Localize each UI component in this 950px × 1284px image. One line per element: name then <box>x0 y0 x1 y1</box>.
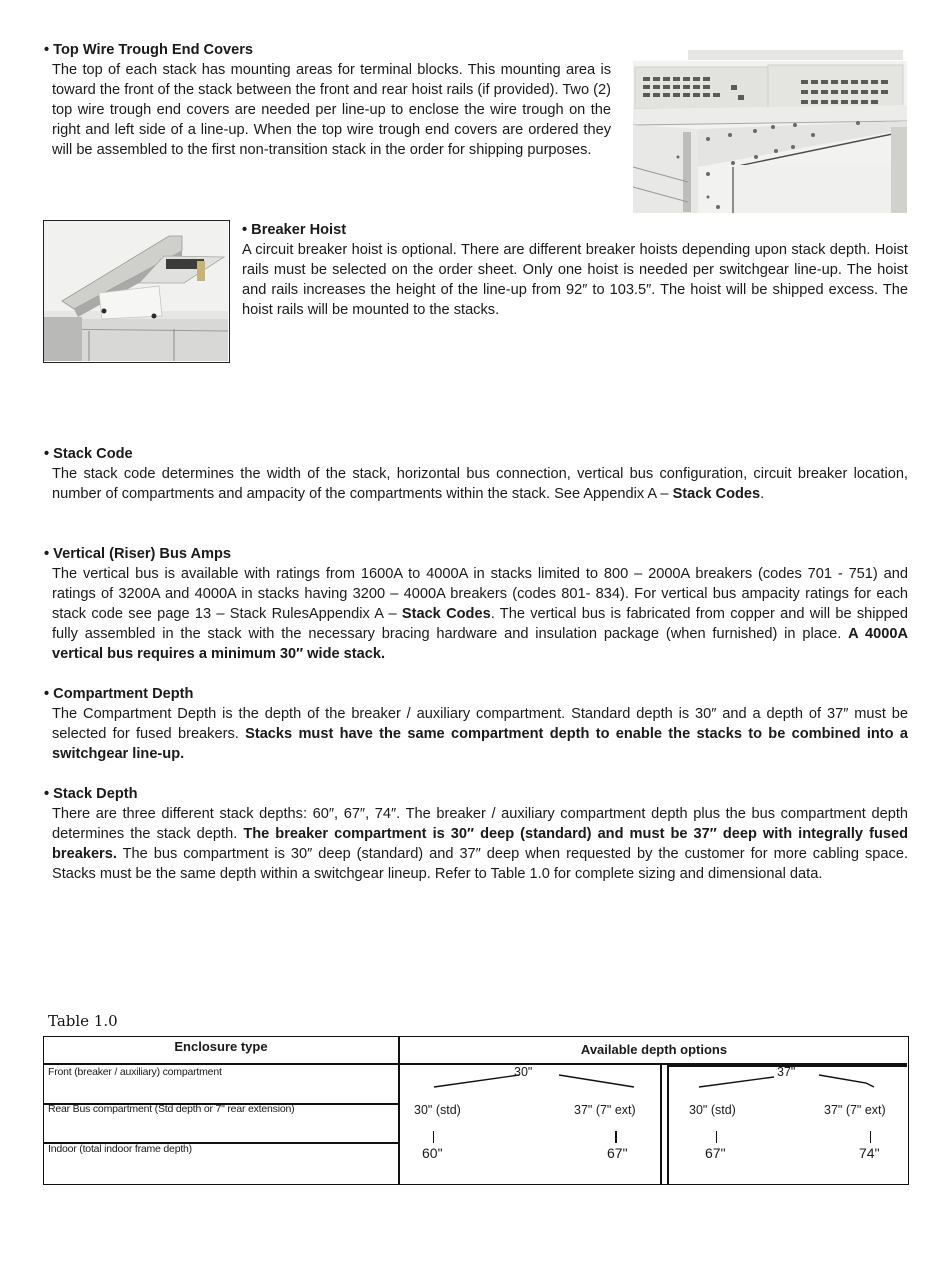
body-bold-text: Stack Codes <box>672 486 761 502</box>
branch-lines-icon <box>694 1065 914 1091</box>
total-depth-value: 60" <box>422 1145 443 1161</box>
body-text: The stack code determines the width of the stack, horizontal bus connection, vertical bus configuration, circuit breaker location, number of compartments and ampacity of the compartments within the stack. See Appendix A – <box>52 466 908 502</box>
section-heading: • Compartment Depth <box>44 686 194 702</box>
section-body: A circuit breaker hoist is optional. There are different breaker hoists depending upon stack depth. Hoist rails must be selected on the order sheet. Only one hoist is needed per switchgear line-up. The hoist and rails increases the height of the line-up from 92″ to 103.5″. The hoist will be shipped excess. The hoist rails will be mounted to the stacks. <box>242 242 908 318</box>
rear-depth-ext: 37" (7" ext) <box>574 1103 636 1117</box>
branch-lines-icon <box>424 1065 644 1091</box>
total-depth-value: 74" <box>859 1145 880 1161</box>
total-depth-value: 67" <box>607 1145 628 1161</box>
header-enclosure-type: Enclosure type <box>174 1039 268 1054</box>
front-depth-value: 37" <box>777 1065 796 1079</box>
section-compartment-depth <box>44 684 908 764</box>
body-bold-text: A 4000A vertical bus requires a minimum 30″ wide stack. <box>52 626 909 662</box>
tick-mark <box>870 1131 871 1143</box>
section-heading: • Vertical (Riser) Bus Amps <box>44 546 232 562</box>
tick-mark <box>716 1131 717 1143</box>
rear-depth-ext: 37" (7" ext) <box>824 1103 886 1117</box>
body-text: . <box>760 486 765 502</box>
section-heading: • Stack Code <box>44 446 133 462</box>
section-top-wire-trough <box>44 40 611 160</box>
section-body <box>44 804 908 884</box>
section-stack-depth <box>44 784 908 884</box>
top-wire-trough-photo <box>633 47 907 213</box>
header-available-depth: Available depth options <box>580 1042 728 1057</box>
section-body <box>44 564 908 664</box>
total-depth-value: 67" <box>705 1145 726 1161</box>
breaker-hoist-photo <box>43 220 230 363</box>
row-label-rear-bus-compartment: Rear Bus compartment (Std depth or 7" rear extension) <box>48 1103 295 1115</box>
body-text: The Compartment Depth is the depth of the breaker / auxiliary compartment. Standard depth is 30″ and a depth of 37″ must be selected for fused breakers. <box>52 706 908 742</box>
front-depth-value: 30" <box>514 1065 533 1079</box>
section-heading: • Top Wire Trough End Covers <box>44 42 254 58</box>
depth-options-table <box>43 1036 909 1185</box>
table-caption: Table 1.0 <box>48 1012 118 1030</box>
section-body <box>44 704 908 764</box>
section-stack-code <box>44 444 908 504</box>
body-text: . The vertical bus is fabricated from copper and will be shipped fully assembled in the stack with the necessary bracing hardware and insulation package (when furnished) in place. <box>52 606 908 642</box>
section-heading: • Stack Depth <box>44 786 138 802</box>
tick-mark <box>433 1131 434 1143</box>
section-breaker-hoist <box>242 220 908 320</box>
section-heading: • Breaker Hoist <box>242 222 347 238</box>
rear-depth-std: 30" (std) <box>689 1103 736 1117</box>
tick-mark <box>615 1131 617 1143</box>
rear-depth-std: 30" (std) <box>414 1103 461 1117</box>
table-divider <box>398 1037 400 1184</box>
body-bold-text: Stack Codes <box>401 606 491 622</box>
table-divider <box>667 1065 669 1184</box>
body-bold-text: The breaker compartment is 30″ deep (standard) and must be 37″ deep with integrally fused breakers. <box>52 826 909 862</box>
section-vertical-bus <box>44 544 908 664</box>
row-label-indoor-total-depth: Indoor (total indoor frame depth) <box>48 1143 192 1155</box>
body-text: There are three different stack depths: 60″, 67″, 74″. The breaker / auxiliary compartment depth plus the bus compartment depth determines the stack depth. <box>52 806 908 842</box>
section-body: The top of each stack has mounting areas for terminal blocks. This mounting area is toward the front of the stack between the front and rear hoist rails (if provided). Two (2) top wire trough end covers are needed per line-up to enclose the wire trough on the right and left side of a line-up. When the top wire trough end covers are ordered they will be assembled to the first non-transition stack in the order for shipping purposes. <box>52 62 611 158</box>
body-bold-text: Stacks must have the same compartment depth to enable the stacks to be combined into a switchgear line-up. <box>52 726 908 762</box>
row-label-front-compartment: Front (breaker / auxiliary) compartment <box>48 1066 222 1078</box>
body-text: The vertical bus is available with ratings from 1600A to 4000A in stacks limited to 800 – 2000A breakers (codes 701 - 751) and ratings of 3200A and 4000A in stacks having 3200 – 4000A breakers (codes 801- 834). For vertical bus ampacity ratings for each stack code see page 13 – Stack RulesAppendix A – <box>52 566 908 622</box>
body-text: The bus compartment is 30″ deep (standard) and 37″ deep when requested by the customer for more cabling space. Stacks must be the same depth within a switchgear lineup. Refer to Table 1.0 for complete sizing and dimensional data. <box>52 846 908 882</box>
section-body <box>44 464 908 504</box>
table-divider <box>660 1065 662 1184</box>
